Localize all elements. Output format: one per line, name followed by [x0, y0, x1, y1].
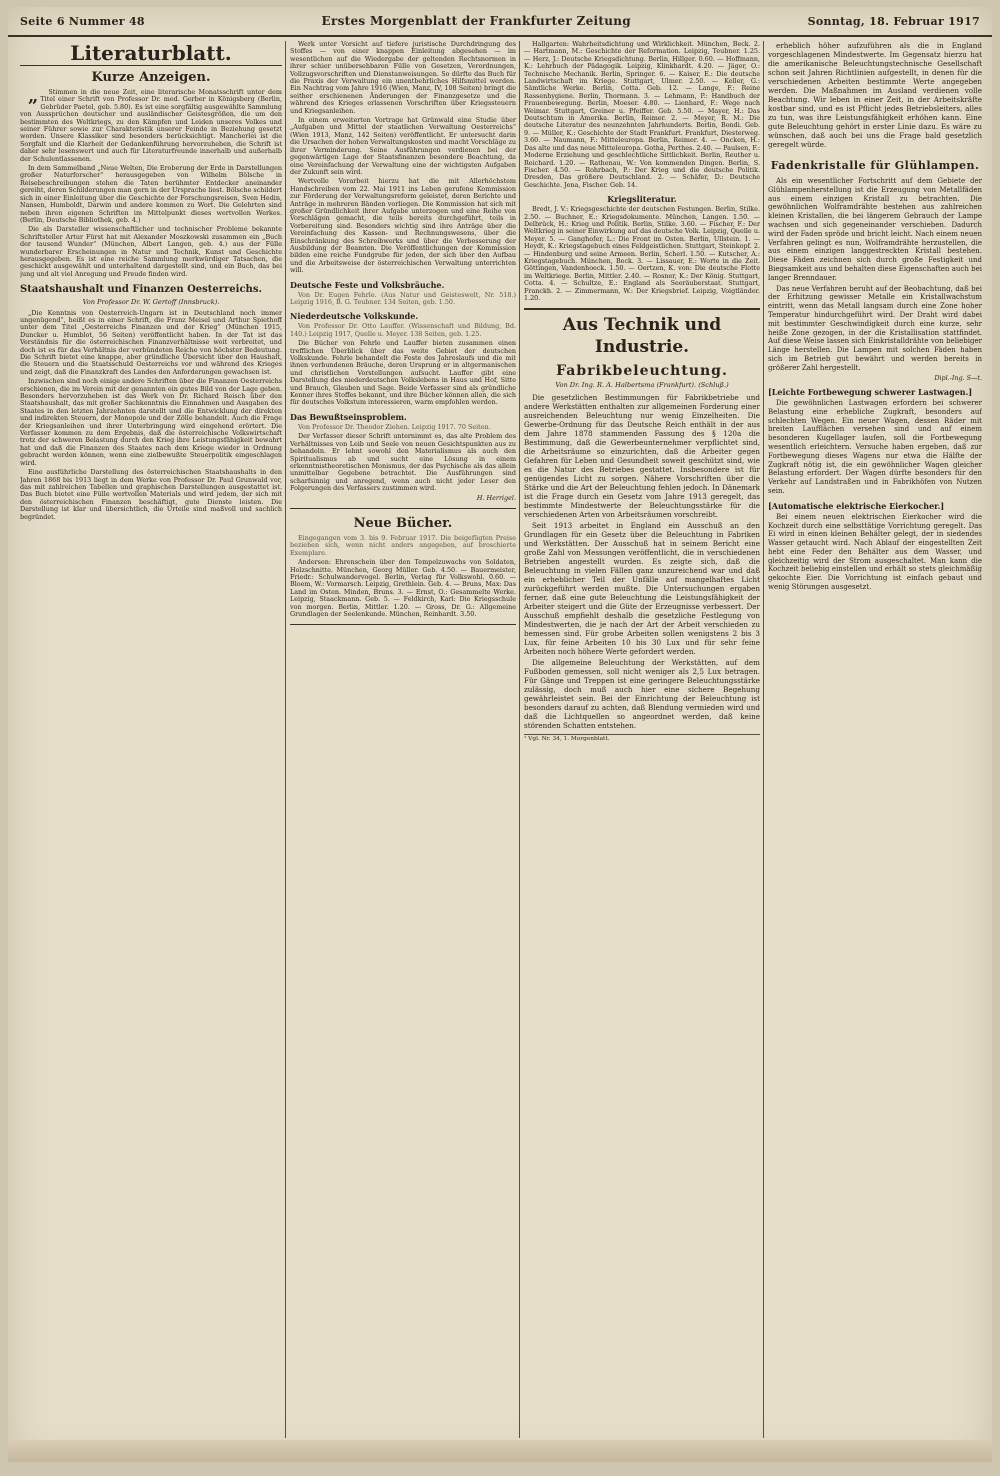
- column-rule: [763, 41, 764, 1438]
- masthead: [8, 7, 992, 37]
- footnote: ¹ Vgl. Nr. 34, 1. Morgenblatt.: [524, 734, 760, 743]
- new-books-list: Andersen: Ehrenschein über den Tempelzuwachs von Soldaten, Holzschnitte. München, Georg Müller. Geb. 4.50. — Bauermeister, Friedr.: Schulwandervogel. Berlin, Verlag für Volkswohl. 0.60. — Bloem, W.: Vormarsch. Leipzig, Grethlein. Geb. 4. — Bruns, Max: Das Land im Osten. Minden, Bruns. 3. — Ernst, O.: Gesammelte Werke. Leipzig, Staackmann. Geb. 5. — Feldkirch, Karl: Die Kriegsschule von morgen. Berlin, Mittler. 1.20. — Gross, Dr. G.: Allgemeine Grundlagen der Seelenkunde. München, Reinhardt. 3.50.: [290, 558, 516, 618]
- new-books-box: [290, 508, 516, 625]
- column-3: [524, 41, 760, 1438]
- paragraph: In dem Sammelband „Neue Welten, Die Eroberung der Erde in Darstellungen großer Naturforscher“ herausgegeben von Wilhelm Bölsche in Reisebeschreibungen stehen die Taten berühmter Entdecker aneinander gereiht, deren Schilderungen man gern in der Ursprache liest. Bölsche schildert sich in einer Einleitung über die Geschichte der Forschungsreisen, Sven Hedin, Nansen, Humboldt, Darwin und andere kommen zu Wort. Die Gelehrten sind neben ihren eigenen Schriften im Mittelpunkt dieses wertvollen Werkes. (Berlin, Deutsche Bibliothek, geb. 4.): [20, 164, 282, 224]
- article-byline: Von Professor Dr. W. Gertoff (Innsbruck).: [82, 298, 220, 307]
- news-item-title: [Automatische elektrische Eierkocher.]: [768, 500, 945, 511]
- author-signature: Dipl.-Ing. S—t.: [934, 373, 982, 382]
- paragraph: Bei einem neuen elektrischen Eierkocher wird die Kochzeit durch eine selbsttätige Vorrichtung geregelt. Das Ei wird in einen kleinen Behälter gelegt, der in siedendes Wasser getaucht wird. Nach Ablauf der eingestellten Zeit hebt eine Feder den Behälter aus dem Wasser, und gleichzeitig wird der Strom ausgeschaltet. Man kann die Kochzeit beliebig einstellen und erhält so stets gleichmäßig gekochte Eier. Die Vorrichtung ist einfach gebaut und wenig Störungen ausgesetzt.: [768, 512, 982, 592]
- issue-date: Sonntag, 18. Februar 1917: [807, 14, 980, 28]
- newspaper-title: Erstes Morgenblatt der Frankfurter Zeitung: [321, 14, 631, 28]
- paragraph: In einem erweiterten Vortrage hat Grünwald eine Studie über „Aufgaben und Mittel der staatlichen Verwaltung Oesterreichs“ (Wien 1913, Manz, 142 Seiten) veröffentlicht. Er untersucht darin die Ursachen der hohen Verwaltungskosten und macht Vorschläge zu ihrer Verminderung. Seine Ausführungen verdienen bei der gegenwärtigen Lage der Staatsfinanzen besondere Beachtung, da eine Vereinfachung der Verwaltung eine der wichtigsten Aufgaben der Zukunft sein wird.: [290, 116, 516, 176]
- paragraph: Inzwischen sind noch einige andere Schriften über die Finanzen Oesterreichs erschienen, die im Verein mit der genannten ein gutes Bild von der Lage geben. Besonders hervorzuheben ist das Werk von Dr. Richard Reisch über den Staatshaushalt, das mit großer Sachkenntnis die Einnahmen und Ausgaben des Staates in den letzten Jahrzehnten darstellt und die Entwicklung der direkten und indirekten Steuern, der Monopole und der Zölle behandelt. Auch die Frage der Kriegsanleihen und ihrer Unterbringung wird eingehend erörtert. Die Verfasser kommen zu dem Ergebnis, daß die österreichische Volkswirtschaft trotz der schweren Belastung durch den Krieg ihre Leistungsfähigkeit bewahrt hat und daß die Finanzen des Staates nach dem Kriege wieder in Ordnung gebracht werden können, wenn eine zielbewußte Steuerpolitik eingeschlagen wird.: [20, 377, 282, 467]
- column-1: [20, 41, 282, 1438]
- review-details: Von Professor Dr. Otto Lauffer. (Wissenschaft und Bildung, Bd. 140.) Leipzig 1917, Quelle u. Meyer. 138 Seiten, geb. 1.25.: [290, 322, 516, 338]
- author-signature: H. Herrigel.: [476, 493, 516, 502]
- page-bottom-edge: [8, 1440, 992, 1462]
- paragraph: Die als Darsteller wissenschaftlicher und technischer Probleme bekannte Schriftsteller Artur Fürst hat mit Alexander Moszkowski zusammen ein „Buch der tausend Wunder“ (München, Albert Langen, geb. 4.) aus der Fülle wunderbarer Erscheinungen in Natur und Technik, Kunst und Geschichte herausgegeben. Es ist eine reiche Sammlung merkwürdiger Tatsachen, die geschickt ausgewählt und unterhaltend dargestellt sind, und ein Buch, das bei jung und alt viel Anregung und Freude finden wird.: [20, 225, 282, 278]
- paragraph: Die gesetzlichen Bestimmungen für Fabrikbetriebe und andere Werkstätten enthalten zur allgemeinen Forderung einer ausreichenden Beleuchtung nur wenig Einzelheiten. Die Gewerbe-Ordnung für das Deutsche Reich enthält in der aus dem Jahre 1878 stammenden Fassung des § 120a die Bestimmung, daß die Gewerbeunternehmer verpflichtet sind, die Arbeitsräume so einzurichten, daß die Arbeiter gegen Gefahren für Leben und Gesundheit soweit geschützt sind, wie es die Natur des Betriebes gestattet. Insbesondere ist für genügendes Licht zu sorgen. Nähere Vorschriften über die Stärke und die Art der Beleuchtung fehlen jedoch. In Dänemark ist die Frage durch ein Gesetz vom Jahre 1913 geregelt, das bestimmte Mindestwerte der Beleuchtungsstärke für die verschiedenen Arten von Arbeitsräumen vorschreibt.: [524, 392, 760, 519]
- page-number: Seite 6 Nummer 48: [20, 14, 145, 28]
- review-details: Von Dr. Eugen Fehrle. (Aus Natur und Geisteswelt, Nr. 518.) Leipzig 1916, B. G. Teubner. 134 Seiten, geb. 1.50.: [290, 290, 516, 306]
- paragraph: Seit 1913 arbeitet in England ein Ausschuß an den Grundlagen für ein Gesetz über die Beleuchtung in Fabriken und Werkstätten. Der Ausschuß hat in seinem Bericht eine große Zahl von Messungen veröffentlicht, die in verschiedenen Betrieben angestellt wurden. Es zeigte sich, daß die Beleuchtung in vielen Fällen ganz unzureichend war und daß ein erheblicher Teil der Unfälle auf mangelhaftes Licht zurückgeführt werden mußte. Die Untersuchungen ergaben ferner, daß eine gute Beleuchtung die Leistungsfähigkeit der Arbeiter steigert und die Güte der Erzeugnisse verbessert. Der Ausschuß empfiehlt deshalb die gesetzliche Festlegung von Mindestwerten, die je nach der Art der Arbeit verschieden zu bemessen sind. Für grobe Arbeiten sollen wenigstens 2 bis 3 Lux, für feine Arbeiten 10 bis 30 Lux und für sehr feine Arbeiten noch höhere Werte gefordert werden.: [524, 520, 760, 656]
- article-title: Fabrikbeleuchtung.: [556, 363, 728, 380]
- column-2: [290, 41, 516, 1438]
- paragraph: Das neue Verfahren beruht auf der Beobachtung, daß bei der Erhitzung gewisser Metalle ein Kristallwachstum eintritt, wenn das Metall langsam durch eine Zone hoher Temperatur hindurchgeführt wird. Der Draht wird dabei mit bestimmter Geschwindigkeit durch eine kurze, sehr heiße Zone gezogen, in der die Kristallisation stattfindet. Auf diese Weise lassen sich Einkristalldrähte von beliebiger Länge herstellen. Die Lampen mit solchen Fäden haben sich im Betrieb gut bewährt und werden bereits in größerer Zahl hergestellt.: [768, 284, 982, 372]
- paragraph: Wertvolle Vorarbeit hierzu hat die mit Allerhöchstem Handschreiben vom 22. Mai 1911 ins Leben gerufene Kommission zur Förderung der Verwaltungsreform geleistet, deren Berichte und Anträge in mehreren Bänden vorliegen. Die Kommission hat sich mit großer Gründlichkeit ihrer Aufgabe unterzogen und eine Reihe von Vorschlägen gemacht, die teils bereits durchgeführt, teils in Vorbereitung sind. Besonders wichtig sind ihre Anträge über die Vereinfachung des Kassen- und Rechnungswesens, über die Einschränkung des Schreibwerks und über die Verbesserung der Ausbildung der Beamten. Die Veröffentlichungen der Kommission bilden eine reiche Fundgrube für jeden, der sich über den Aufbau und die Arbeitsweise der österreichischen Verwaltung unterrichten will.: [290, 177, 516, 275]
- column-rule: [285, 41, 286, 1438]
- article-title: Staatshaushalt und Finanzen Oesterreichs.: [20, 284, 262, 296]
- paragraph: Werk unter Vorsicht auf tiefere juristische Durchdringung des Stoffes — von einer knappen Einleitung abgesehen — im wesentlichen auf die Wiedergabe der geltenden Rechtsnormen in ihrer schier unübersehbaren Fülle von Gesetzen, Verordnungen, Vollzugsvorschriften und Dienstanweisungen. So dürfte das Buch für die Praxis der Verwaltung ein unentbehrliches Hilfsmittel werden. Ein Nachtrag vom Jahre 1916 (Wien, Manz, IV, 108 Seiten) bringt die seither erschienenen Änderungen der Finanzgesetze und die während des Krieges erlassenen Vorschriften über Kriegssteuern und Kriegsanleihen.: [290, 41, 516, 115]
- paragraph: Eine ausführliche Darstellung des österreichischen Staatshaushalts in den Jahren 1868 bis 1913 liegt in dem Werke von Professor Dr. Paul Grunwald vor, das mit zahlreichen Tabellen und graphischen Darstellungen ausgestattet ist. Das Buch bietet eine Fülle wertvollen Materials und wird jedem, der sich mit den österreichischen Finanzen beschäftigt, gute Dienste leisten. Die Darstellung ist klar und übersichtlich, die Urteile sind maßvoll und sachlich begründet.: [20, 468, 282, 521]
- new-books-title: Neue Bücher.: [353, 515, 453, 531]
- subsection-title: Kurze Anzeigen.: [91, 70, 211, 85]
- article-byline: Von Dr. Ing. R. A. Halbertsma (Frankfurt). (Schluß.): [555, 381, 729, 390]
- section-title: Literaturblatt.: [20, 41, 282, 66]
- drop-cap-icon: „: [28, 86, 39, 107]
- tech-section-title: Aus Technik und Industrie.: [524, 308, 760, 358]
- newspaper-page: [8, 7, 992, 1462]
- review-title: Das Bewußtseinsproblem.: [290, 411, 407, 422]
- book-list: Hallgarten: Wahrheitsdichtung und Wirklichkeit. München, Beck. 2. — Hartmann, M.: Geschichte der Reformation. Leipzig, Teubner. 1.25. — Herz, J.: Deutsche Kriegsdichtung. Berlin, Hillger. 0.60. — Hoffmann, K.: Lehrbuch der Pädagogik. Leipzig, Klinkhardt. 4.20. — Jäger, O.: Technische Mechanik. Berlin, Springer. 6. — Kaiser, E.: Die deutsche Landwirtschaft im Kriege. Stuttgart, Ulmer. 2.50. — Keller, G.: Sämtliche Werke. Berlin, Cotta. Geb. 12. — Lange, F.: Reine Rassenhygiene. Berlin, Thormann. 3. — Lehmann, P.: Handbuch der Frauenbewegung. Berlin, Moeser. 4.80. — Lienhard, F.: Wege nach Weimar. Stuttgart, Greiner u. Pfeiffer. Geb. 5.50. — Mayer, H.: Das Deutschtum in Amerika. Berlin, Reimer. 2. — Meyer, R. M.: Die deutsche Literatur des neunzehnten Jahrhunderts. Berlin, Bondi. Geb. 9. — Müller, K.: Geschichte der Stadt Frankfurt. Frankfurt, Diesterweg. 3.60. — Naumann, F.: Mitteleuropa. Berlin, Reimer. 4. — Oncken, H.: Das alte und das neue Mitteleuropa. Gotha, Perthes. 2.40. — Paulsen, F.: Moderne Erziehung und geschlechtliche Sittlichkeit. Berlin, Reuther u. Reichard. 1.20. — Rathenau, W.: Von kommenden Dingen. Berlin, S. Fischer. 4.50. — Rohrbach, P.: Der Krieg und die deutsche Politik. Dresden, Das größere Deutschland. 2. — Schäfer, D.: Deutsche Geschichte. Jena, Fischer. Geb. 14.: [524, 41, 760, 189]
- paragraph: Der Verfasser dieser Schrift unternimmt es, das alte Problem des Verhältnisses von Leib und Seele von neuen Gesichtspunkten aus zu behandeln. Er lehnt sowohl den Materialismus als auch den Spiritualismus ab und sucht eine Lösung in einem erkenntnistheoretischen Monismus, der das Psychische als das allein unmittelbar Gegebene betrachtet. Die Ausführungen sind scharfsinnig und anregend, wenn auch nicht jeder Leser den Folgerungen des Verfassers zustimmen wird.: [290, 432, 516, 493]
- review-details: Von Professor Dr. Theodor Ziehen. Leipzig 1917. 70 Seiten.: [298, 422, 491, 431]
- column-rule: [519, 41, 520, 1438]
- paragraph: Die gewöhnlichen Lastwagen erfordern bei schwerer Belastung eine erhebliche Zugkraft, besonders auf schlechten Wegen. Ein neuer Wagen, dessen Räder mit breiten Laufflächen versehen sind und auf einem besonderen Kugellager laufen, soll die Fortbewegung wesentlich erleichtern. Versuche haben ergeben, daß zur Fortbewegung dieses Wagens nur etwa die Hälfte der Zugkraft nötig ist, die ein gewöhnlicher Wagen gleicher Belastung erfordert. Der Wagen dürfte besonders für den Verkehr auf Landstraßen und in Fabrikhöfen von Nutzen sein.: [768, 398, 982, 495]
- new-books-intro: Eingegangen vom 3. bis 9. Februar 1917. Die beigefügten Preise beziehen sich, wenn nicht anders angegeben, auf broschierte Exemplare.: [290, 533, 516, 557]
- news-item-title: [Leichte Fortbewegung schwerer Lastwagen.]: [768, 386, 973, 397]
- article-title: Fadenkristalle für Glühlampen.: [770, 159, 980, 172]
- paragraph: „ Stimmen in die neue Zeit, eine literarische Monatsschrift unter dem Titel einer Schrift von Professor Dr. med. Gerber in Königsberg (Berlin, Gebrüder Paetel, geb. 5.80). Es ist eine sorgfältig ausgewählte Sammlung von Aussprüchen deutscher und ausländischer Geistesgrößen, die um den bestimmten des Weltkriegs, zu den Kämpfen und Leiden unseres Volkes und seiner Führer sowie zur Charakteristik unserer Feinde in Beziehung gesetzt worden. Unsere Klassiker sind besonders berücksichtigt. Mancherlei ist die Sorgfalt und die Klarheit der Gedankenführung hervorzuheben, die Schrift ist daher sehr lesenswert und auch für Literaturfreunde innerhalb und außerhalb der Schulentlassenen.: [20, 86, 282, 163]
- paragraph: Die Bücher von Fehrle und Lauffer bieten zusammen einen trefflichen Überblick über das weite Gebiet der deutschen Volkskunde. Fehrle behandelt die Feste des Jahreslaufs und die mit ihnen verbundenen Bräuche, deren Ursprung er in altgermanischen und christlichen Vorstellungen aufsucht. Lauffer gibt eine Darstellung des niederdeutschen Volkslebens in Haus und Hof, Sitte und Brauch, Glauben und Sage. Beide Verfasser sind als gründliche Kenner ihres Stoffes bekannt, und ihre Bücher können allen, die sich für deutsches Volkstum interessieren, warm empfohlen werden.: [290, 339, 516, 407]
- war-literature-list: Bredt, J. V.: Kriegsgeschichte der deutschen Festungen. Berlin, Stilke. 2.50. — Buchner, E.: Kriegsdokumente. München, Langen. 1.50. — Delbrück, H.: Krieg und Politik. Berlin, Stilke. 3.60. — Fischer, F.: Der Weltkrieg in seiner Einwirkung auf das deutsche Volk. Leipzig, Quelle u. Meyer. 5. — Ganghofer, L.: Die Front im Osten. Berlin, Ullstein. 1. — Heydt, K.: Kriegstagebuch eines Feldgeistlichen. Stuttgart, Steinkopf. 2. — Hindenburg und seine Armeen. Berlin, Scherl. 1.50. — Kutscher, A.: Kriegstagebuch. München, Beck. 3. — Lissauer, E.: Worte in die Zeit. Göttingen, Vandenhoeck. 1.50. — Oertzen, K. von: Die deutsche Flotte im Weltkriege. Berlin, Mittler. 2.40. — Rosner, K.: Der König. Stuttgart, Cotta. 4. — Schultze, E.: England als Seeräuberstaat. Stuttgart, Franckh. 2. — Zimmermann, W.: Der Kriegsbrief. Leipzig, Voigtländer. 1.20.: [524, 205, 760, 302]
- review-title: Deutsche Feste und Volksbräuche.: [290, 279, 445, 290]
- review-title: Niederdeutsche Volkskunde.: [290, 311, 419, 322]
- war-literature-title: Kriegsliteratur.: [607, 194, 677, 205]
- paragraph: Die allgemeine Beleuchtung der Werkstätten, auf dem Fußboden gemessen, soll nicht weniger als 2,5 Lux betragen. Für Gänge und Treppen ist eine geringere Beleuchtungsstärke zulässig, doch muß auch hier eine sichere Begehung gewährleistet sein. Bei der Einrichtung der Beleuchtung ist besonders darauf zu achten, daß Blendung vermieden wird und daß die Lichtquellen so angeordnet werden, daß keine störenden Schatten entstehen.: [524, 657, 760, 730]
- paragraph: Als ein wesentlicher Fortschritt auf dem Gebiete der Glühlampenherstellung ist die Erzeugung von Metallfäden aus einem einzigen Kristall zu betrachten. Die gewöhnlichen Wolframdrähte bestehen aus zahlreichen kleinen Kristallen, die bei längerem Gebrauch der Lampe wachsen und sich gegeneinander verschieben. Dadurch wird der Faden spröde und bricht leicht. Nach einem neuen Verfahren gelingt es nun, Wolframdrähte herzustellen, die aus einem einzigen langgestreckten Kristall bestehen. Diese Fäden zeichnen sich durch große Festigkeit und Biegsamkeit aus und behalten diese Eigenschaften auch bei langer Brenndauer.: [768, 177, 982, 282]
- paragraph: „Die Kenntnis von Oesterreich-Ungarn ist in Deutschland noch immer ungenügend“, heißt es in einer Schrift, die Franz Meisel und Arthur Spiethoff unter dem Titel „Oesterreichs Finanzen und der Krieg“ (München 1915, Duncker u. Humblot, 56 Seiten) veröffentlicht haben. In der Tat ist das Verständnis für die österreichischen Finanzverhältnisse weit verbreitet, und doch ist es für das Verhältnis der verbündeten Reiche von höchster Bedeutung. Die Schrift bietet eine knappe, aber gründliche Übersicht über den Haushalt, die Steuern und die Staatsschuld Oesterreichs vor und während des Krieges und zeigt, daß die Finanzkraft des Landes den Anforderungen gewachsen ist.: [20, 308, 282, 376]
- column-4: [768, 41, 982, 1438]
- paragraph: erheblich höher aufzuführen als die in England vorgeschlagenen Mindestwerte. Im Gegensatz hierzu hat die amerikanische Beleuchtungstechnische Gesellschaft schon seit Jahren Richtlinien aufgestellt, in denen für die verschiedenen Arbeiten bestimmte Werte angegeben werden. Die Maßnahmen im Ausland verdienen volle Beachtung. Wir leben in einer Zeit, in der Arbeitskräfte kostbar sind, und es ist Pflicht jedes Betriebsleiters, alles zu tun, was ihre Leistungsfähigkeit erhöhen kann. Eine gute Beleuchtung gehört in erster Linie dazu. Es wäre zu wünschen, daß auch bei uns die Frage bald gesetzlich geregelt würde.: [768, 41, 982, 149]
